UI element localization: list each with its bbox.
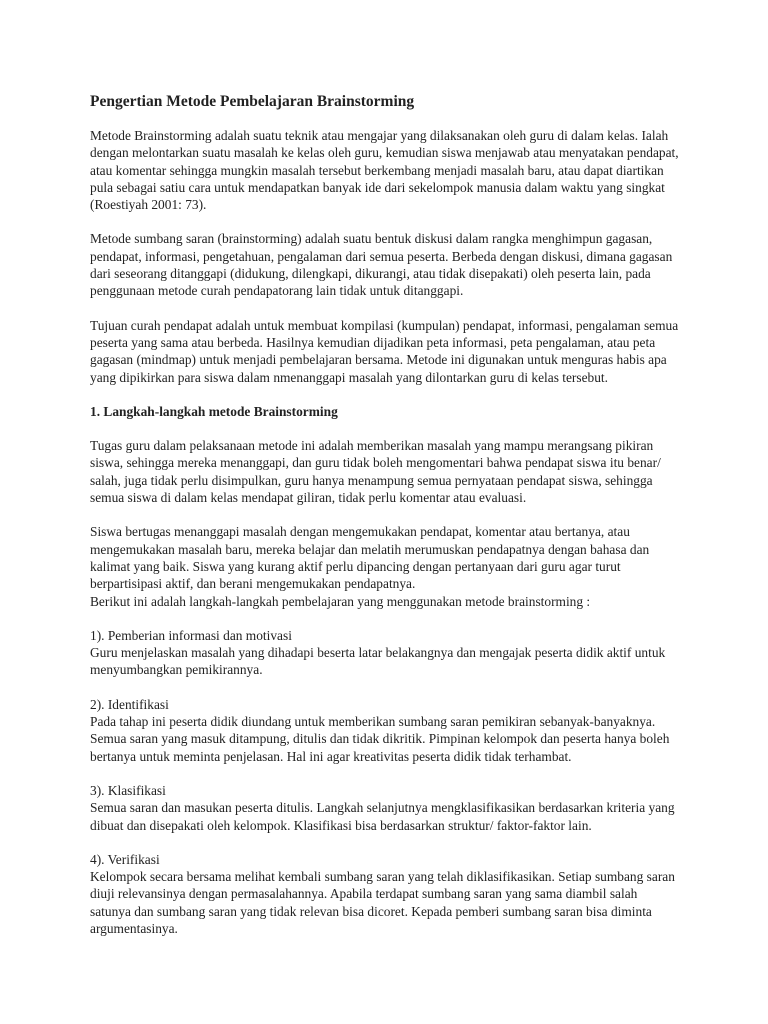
paragraph-definition: Metode Brainstorming adalah suatu teknik atau mengajar yang dilaksanakan oleh guru di dalam kelas. Ialah dengan melontarkan suatu masalah ke kelas oleh guru, kemudian siswa menjawab atau menyatakan pendapat, atau komentar sehingga mungkin masalah tersebut berkembang menjadi masalah baru, atau dapat diartikan pula sebagai satiu cara untuk mendapatkan banyak ide dari sekelompok manusia dalam waktu yang singkat (Roestiyah 2001: 73). — [90, 128, 679, 213]
step-title: 1). Pemberian informasi dan motivasi — [90, 627, 292, 643]
step-item — [90, 627, 680, 679]
step-item — [90, 851, 680, 937]
paragraph-tujuan: Tujuan curah pendapat adalah untuk membuat kompilasi (kumpulan) pendapat, informasi, pengalaman semua peserta yang sama atau berbeda. Hasilnya kemudian dijadikan peta informasi, peta pengalaman, atau peta gagasan (mindmap) untuk menjadi pembelajaran bersama. Metode ini digunakan untuk menguras habis apa yang dipikirkan para siswa dalam nmenanggapi masalah yang dilontarkan guru di kelas tersebut. — [90, 317, 679, 385]
step-title: 4). Verifikasi — [90, 851, 160, 867]
paragraph-tugas-guru: Tugas guru dalam pelaksanaan metode ini adalah memberikan masalah yang mampu merangsang pikiran siswa, sehingga mereka menanggapi, dan guru tidak boleh mengomentari bahwa pendapat siswa itu benar/ salah, juga tidak perlu disimpulkan, guru hanya menampung semua pernyataan pendapat siswa, sehingga semua siswa di dalam kelas mendapat giliran, tidak perlu komentar atau evaluasi. — [90, 438, 661, 506]
document-content — [90, 92, 680, 954]
step-title: 3). Klasifikasi — [90, 782, 166, 798]
paragraph-tugas-siswa: Siswa bertugas menanggapi masalah dengan mengemukakan pendapat, komentar atau bertanya, atau mengemukakan masalah baru, mereka belajar dan melatih merumuskan pendapatnya dengan bahasa dan kalimat yang baik. Siswa yang kurang aktif perlu dipancing dengan pertanyaan dari guru agar turut berpartisipasi aktif, dan berani mengemukakan pendapatnya. — [90, 524, 650, 592]
paragraph-sumbang-saran: Metode sumbang saran (brainstorming) adalah suatu bentuk diskusi dalam rangka menghimpun gagasan, pendapat, informasi, pengetahuan, pengalaman dari semua peserta. Berbeda dengan diskusi, dimana gagasan dari seseorang ditanggapi (didukung, dilengkapi, dikurangi, atau tidak disepakati) oleh peserta lain, pada penggunaan metode curah pendapatorang lain tidak untuk ditanggapi. — [90, 231, 673, 299]
step-text: Guru menjelaskan masalah yang dihadapi beserta latar belakangnya dan mengajak peserta didik aktif untuk menyumbangkan pemikirannya. — [90, 645, 666, 678]
step-text: Semua saran dan masukan peserta ditulis. Langkah selanjutnya mengklasifikasikan berdasarkan kriteria yang dibuat dan disepakati oleh kelompok. Klasifikasi bisa berdasarkan struktur/ faktor-faktor lain. — [90, 800, 675, 833]
step-item — [90, 696, 680, 765]
step-title: 2). Identifikasi — [90, 696, 169, 712]
step-item — [90, 782, 680, 834]
step-text: Pada tahap ini peserta didik diundang untuk memberikan sumbang saran pemikiran sebanyak-banyaknya. Semua saran yang masuk ditampung, ditulis dan tidak dikritik. Pimpinan kelompok dan peserta hanya boleh bertanya untuk meminta penjelasan. Hal ini agar kreativitas peserta didik tidak terhambat. — [90, 714, 670, 764]
section-heading: 1. Langkah-langkah metode Brainstorming — [90, 403, 338, 419]
steps-intro: Berikut ini adalah langkah-langkah pembelajaran yang menggunakan metode brainstorming : — [90, 593, 591, 609]
step-text: Kelompok secara bersama melihat kembali sumbang saran yang telah diklasifikasikan. Setiap sumbang saran diuji relevansinya dengan permasalahannya. Apabila terdapat sumbang saran yang sama diambil salah satunya dan sumbang saran yang tidak relevan bisa dicoret. Kepada pemberi sumbang saran bisa diminta argumentasinya. — [90, 869, 675, 936]
document-title: Pengertian Metode Pembelajaran Brainstorming — [90, 93, 415, 110]
